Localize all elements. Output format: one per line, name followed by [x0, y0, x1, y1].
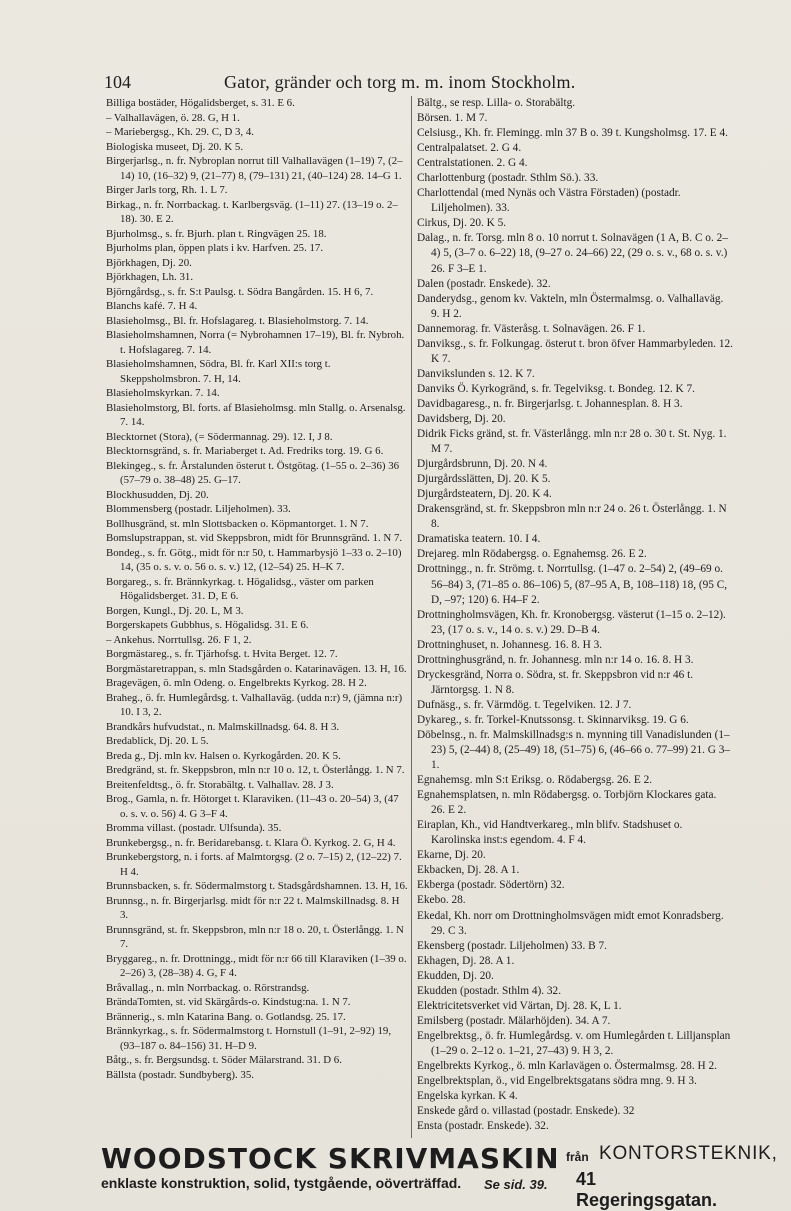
directory-entry: Brandkårs hufvudstat., n. Malmskillnadsg. 64. 8. H 3. [106, 720, 340, 733]
directory-entry: Birkag., n. fr. Norrbackag. t. Karlbergsväg. (1–11) 27. (13–19 o. 2–18). 30. E 2. [106, 198, 398, 225]
advertisement-from: från [566, 1150, 589, 1164]
directory-entry: Ensta (postadr. Enskede). 32. [417, 1120, 549, 1133]
directory-entry: Bjurholms plan, öppen plats i kv. Harfven. 25. 17. [106, 242, 324, 254]
directory-entry: Borgmästaretrappan, s. mln Stadsgården o. Katarinavägen. 13. H, 16. [106, 662, 407, 675]
advertisement-brand: WOODSTOCK SKRIVMASKIN [101, 1142, 560, 1175]
directory-entry: Bromma villast. (postadr. Ulfsunda). 35. [106, 822, 282, 834]
directory-entry: Biologiska museet, Dj. 20. K 5. [106, 140, 244, 153]
directory-entry: Blanchs kafé. 7. H 4. [106, 300, 198, 312]
directory-entry: Centralstationen. 2. G 4. [417, 157, 528, 170]
directory-entry: Blekingeg., s. fr. Årstalunden österut t. Östgötag. (1–55 o. 2–36) 36 (57–79 o. 38–48) 25. G–17. [106, 459, 400, 486]
directory-entry: Djurgårdsslätten, Dj. 20. K 5. [417, 473, 551, 486]
directory-entry: Drottningholmsvägen, Kh. fr. Kronobergsg. västerut (1–15 o. 2–12). 23, (17 o. s. v., 14 o. s. v.) 29. D–B 4. [417, 608, 726, 636]
running-title: Gator, gränder och torg m. m. inom Stockholm. [224, 72, 576, 92]
directory-entry: Blommensberg (postadr. Liljeholmen). 33. [106, 503, 291, 515]
directory-entry: Charlottenburg (postadr. Sthlm Sö.). 33. [417, 172, 599, 185]
directory-entry: Dannemorag. fr. Västeråsg. t. Solnavägen. 26. F 1. [417, 322, 646, 335]
directory-entry: Blasieholmskyrkan. 7. 14. [106, 387, 220, 399]
directory-entry: Bryggareg., n. fr. Drottningg., midt för n:r 66 till Klaraviken (1–39 o. 2–26) 3, (28–38) 4. G, F 4. [106, 952, 407, 979]
directory-entry: Egnahemsg. mln S:t Eriksg. o. Rödabergsg. 26. E 2. [417, 774, 653, 787]
directory-entry: Cirkus, Dj. 20. K 5. [417, 217, 507, 230]
directory-entry: Celsiusg., Kh. fr. Flemingg. mln 37 B o. 39 t. Kungsholmsg. 17. E 4. [417, 127, 728, 140]
directory-entry: Ekarne, Dj. 20. [417, 849, 486, 862]
directory-entry: Ekensberg (postadr. Liljeholmen) 33. B 7. [417, 939, 607, 952]
directory-entry: – Mariebergsg., Kh. 29. C, D 3, 4. [106, 126, 254, 138]
directory-entry: Emilsberg (postadr. Mälarhöjden). 34. A 7. [417, 1014, 611, 1027]
directory-entry: Dramatiska teatern. 10. I 4. [417, 533, 541, 546]
directory-entry: Drottninghuset, n. Johannesg. 16. 8. H 3. [417, 638, 603, 651]
directory-entry: Bällsta (postadr. Sundbyberg). 35. [106, 1068, 254, 1081]
directory-entry: Breda g., Dj. mln kv. Halsen o. Kyrkogården. 20. K 5. [106, 749, 341, 762]
directory-entry: Ekbacken, Dj. 28. A 1. [417, 864, 520, 877]
left-column [106, 96, 408, 1082]
directory-entry: Bältg., se resp. Lilla- o. Storabältg. [417, 97, 576, 109]
directory-entry: Börsen. 1. M 7. [417, 112, 488, 125]
directory-entry: Ekudden, Dj. 20. [417, 969, 494, 982]
directory-entry: Borgareg., s. fr. Brännkyrkag. t. Högalidsg., väster om parken Högalidsberget. 31. D, E 6. [106, 575, 374, 602]
directory-entry: Dalag., n. fr. Torsg. mln 8 o. 10 norrut t. Solnavägen (1 A, B. C o. 2–4) 5, (3–7 o. 6–22) 18, (9–27 o. 24–66) 22, (29 o. s. v., 68 o. s. v.) 26. F 3–E 1. [417, 232, 728, 275]
page-header [104, 72, 664, 94]
directory-entry: Bragevägen, ö. mln Odeng. o. Engelbrekts Kyrkog. 28. H 2. [106, 677, 367, 689]
directory-entry: Elektricitetsverket vid Värtan, Dj. 28. K, L 1. [417, 999, 622, 1012]
page-number: 104 [104, 72, 131, 92]
directory-entry: Davidbagaresg., n. fr. Birgerjarlsg. t. Johannesplan. 8. H 3. [417, 397, 683, 410]
directory-entry: Drejareg. mln Rödabergsg. o. Egnahemsg. 26. E 2. [417, 548, 647, 561]
directory-entry: Björkhagen, Dj. 20. [106, 256, 192, 269]
directory-entry: Didrik Ficks gränd, st. fr. Västerlångg. mln n:r 28 o. 30 t. St. Nyg. 1. M 7. [417, 428, 727, 456]
directory-entry: Borgen, Kungl., Dj. 20. L, M 3. [106, 604, 244, 617]
directory-entry: Drakensgränd, st. fr. Skeppsbron mln n:r 24 o. 26 t. Österlångg. 1. N 8. [417, 503, 727, 531]
directory-entry: Birgerjarlsg., n. fr. Nybroplan norrut till Valhallavägen (1–19) 7, (2–14) 10, (16–32) 9, (21–77) 8, (79–131) 21, (40–124) 28. 14–G 1. [106, 155, 403, 182]
directory-entry: Danviks Ö. Kyrkogränd, s. fr. Tegelviksg. t. Bondeg. 12. K 7. [417, 382, 695, 395]
directory-entry: Centralpalatset. 2. G 4. [417, 142, 522, 155]
directory-entry: Davidsberg, Dj. 20. [417, 412, 506, 425]
column-divider [411, 96, 412, 1138]
directory-entry: – Ankehus. Norrtullsg. 26. F 1, 2. [106, 633, 252, 646]
advertisement-company: KONTORSTEKNIK, [599, 1143, 778, 1164]
directory-entry: Brog., Gamla, n. fr. Hötorget t. Klaraviken. (11–43 o. 20–54) 3, (47 o. s. v. o. 56) 4. G 3–F 4. [106, 793, 399, 820]
directory-entry: Engelbrekts Kyrkog., ö. mln Karlavägen o. Östermalmsg. 28. H 2. [417, 1060, 717, 1072]
directory-entry: Bredablick, Dj. 20. L 5. [106, 735, 209, 747]
directory-entry: Enskede gård o. villastad (postadr. Enskede). 32 [417, 1105, 635, 1118]
directory-entry: Björkhagen, Lh. 31. [106, 271, 194, 283]
directory-entry: Ekudden (postadr. Sthlm 4). 32. [417, 984, 562, 997]
directory-entry: Bråvallag., n. mln Norrbackag. o. Rörstrandsg. [106, 981, 310, 994]
directory-entry: Bjurholmsg., s. fr. Bjurh. plan t. Ringvägen 25. 18. [106, 227, 327, 240]
directory-entry: Djurgårdsbrunn, Dj. 20. N 4. [417, 458, 548, 471]
directory-entry: Borgmästareg., s. fr. Tjärhofsg. t. Hvita Berget. 12. 7. [106, 648, 338, 660]
advertisement-tagline: enklaste konstruktion, solid, tystgående, oöverträffad. [101, 1175, 462, 1191]
directory-entry: Blasieholmshamnen, Södra, Bl. fr. Karl XII:s torg t. Skeppsholmsbron. 7. H, 14. [106, 358, 331, 385]
directory-entry: BrändaTomten, st. vid Skärgårds-o. Kindstug:na. 1. N 7. [106, 996, 351, 1008]
directory-entry: Blockhusudden, Dj. 20. [106, 488, 209, 501]
advertisement-address: 41 Regeringsgatan. [576, 1169, 718, 1210]
directory-entry: Billiga bostäder, Högalidsberget, s. 31. E 6. [106, 97, 295, 109]
directory-entry: Dufnäsg., s. fr. Värmdög. t. Tegelviken. 12. J 7. [417, 698, 632, 711]
directory-entry: Braheg., ö. fr. Humlegårdsg. t. Valhallaväg. (udda n:r) 9, (jämna n:r) 10. I 3, 2. [106, 691, 403, 718]
directory-entry: Brunnsgränd, st. fr. Skeppsbron, mln n:r 18 o. 20, t. Österlångg. 1. N 7. [106, 923, 404, 950]
directory-entry: Ekhagen, Dj. 28. A 1. [417, 954, 515, 967]
directory-entry: Brunnsbacken, s. fr. Södermalmstorg t. Stadsgårdshamnen. 13. H, 16. [106, 880, 408, 892]
directory-entry: Ekedal, Kh. norr om Drottningholmsvägen midt emot Konradsberg. 29. C 3. [417, 909, 724, 937]
directory-entry: Egnahemsplatsen, n. mln Rödabergsg. o. Torbjörn Klockares gata. 26. E 2. [417, 789, 717, 817]
directory-entry: Engelska kyrkan. K 4. [417, 1090, 518, 1103]
directory-entry: Charlottendal (med Nynäs och Västra Förstaden) (postadr. Liljeholmen). 33. [417, 187, 681, 215]
directory-entry: Ekebo. 28. [417, 894, 466, 907]
directory-entry: Engelbrektsg., ö. fr. Humlegårdsg. v. om Humlegården t. Lilljansplan (1–29 o. 2–12 o. 1–21, 27–43) 9. H 3, 2. [417, 1029, 731, 1057]
directory-entry: Eiraplan, Kh., vid Handtverkareg., mln blifv. Stadshuset o. Karolinska inst:s egendom. 4. F 4. [417, 819, 683, 847]
directory-entry: Drottninghusgränd, n. fr. Johannesg. mln n:r 14 o. 16. 8. H 3. [417, 653, 694, 666]
directory-entry: Båtg., s. fr. Bergsundsg. t. Söder Mälarstrand. 31. D 6. [106, 1054, 342, 1066]
right-column [417, 96, 733, 1134]
directory-entry: Engelbrektsplan, ö., vid Engelbrektsgatans södra mng. 9. H 3. [417, 1075, 697, 1088]
directory-entry: – Valhallavägen, ö. 28. G, H 1. [106, 111, 240, 124]
directory-entry: Döbelnsg., n. fr. Malmskillnadsg:s n. mynning till Vanadislunden (1–23) 5, (2–44) 8, (25–49) 18, (51–75) 6, (46–66 o. 77–99) 21. G 3–1. [417, 728, 731, 772]
directory-entry: Danvikslunden s. 12. K 7. [417, 367, 535, 380]
directory-entry: Bollhusgränd, st. mln Slottsbacken o. Köpmantorget. 1. N 7. [106, 517, 369, 530]
directory-entry: Dykareg., s. fr. Torkel-Knutssonsg. t. Skinnarviksg. 19. G 6. [417, 713, 689, 726]
directory-entry: Bondeg., s. fr. Götg., midt för n:r 50, t. Hammarbysjö 1–33 o. 2–10) 14, (35 o. s. v. o. 56 o. s. v.) 12, (12–54) 25. H–K 7. [106, 546, 402, 573]
directory-entry: Blasieholmshamnen, Norra (= Nybrohamnen 17–19), Bl. fr. Nybroh. t. Hofslagareg. 7. 14. [106, 329, 405, 356]
directory-entry: Brännerig., s. mln Katarina Bang. o. Gotlandsg. 25. 17. [106, 1010, 346, 1023]
advertisement-reference: Se sid. 39. [484, 1177, 548, 1192]
directory-entry: Borgerskapets Gubbhus, s. Högalidsg. 31. E 6. [106, 619, 309, 631]
directory-entry: Bomslupstrappan, st. vid Skeppsbron, midt för Brunnsgränd. 1. N 7. [106, 532, 403, 544]
directory-entry: Djurgårdsteatern, Dj. 20. K 4. [417, 488, 552, 501]
directory-entry: Ekberga (postadr. Södertörn) 32. [417, 879, 565, 892]
directory-entry: Bredgränd, st. fr. Skeppsbron, mln n:r 10 o. 12, t. Österlångg. 1. N 7. [106, 764, 405, 776]
directory-entry: Birger Jarls torg, Rh. 1. L 7. [106, 184, 228, 196]
directory-entry: Blecktornet (Stora), (= Södermannag. 29). 12. I, J 8. [106, 430, 333, 443]
directory-entry: Brännkyrkag., s. fr. Södermalmstorg t. Hornstull (1–91, 2–92) 19, (93–187 o. 84–156) 31. H–D 9. [106, 1025, 392, 1052]
directory-entry: Drottningg., n. fr. Strömg. t. Norrtullsg. (1–47 o. 2–54) 2, (49–69 o. 56–84) 3, (71–85 o. 86–106) 5, (87–95 A, B, 108–118) 18, (95 C, D, –97; 120) 6. H4–F 2. [417, 563, 728, 606]
directory-entry: Björngårdsg., s. fr. S:t Paulsg. t. Södra Bangården. 15. H 6, 7. [106, 285, 374, 298]
directory-entry: Brunkebergsg., n. fr. Beridarebansg. t. Klara Ö. Kyrkog. 2. G, H 4. [106, 836, 396, 849]
directory-entry: Breitenfeldtsg., ö. fr. Storabältg. t. Valhallav. 28. J 3. [106, 778, 334, 791]
advertisement-banner [101, 1142, 778, 1210]
directory-entry: Dryckesgränd, Norra o. Södra, st. fr. Skeppsbron vid n:r 46 t. Järntorgsg. 1. N 8. [417, 668, 694, 696]
directory-entry: Blasieholmstorg, Bl. forts. af Blasieholmsg. mln Stallg. o. Arsenalsg. 7. 14. [106, 401, 406, 428]
directory-entry: Brunkebergstorg, n. i forts. af Malmtorgsg. (2 o. 7–15) 2, (12–22) 7. H 4. [106, 851, 402, 878]
directory-entry: Brunnsg., n. fr. Birgerjarlsg. midt för n:r 22 t. Malmskillnadsg. 8. H 3. [106, 894, 400, 921]
directory-entry: Danderydsg., genom kv. Vakteln, mln Östermalmsg. o. Valhallaväg. 9. H 2. [417, 292, 724, 320]
directory-entry: Blecktornsgränd, s. fr. Mariaberget t. Ad. Fredriks torg. 19. G 6. [106, 445, 384, 457]
directory-entry: Dalen (postadr. Enskede). 32. [417, 277, 551, 290]
directory-entry: Danviksg., s. fr. Folkungag. österut t. bron öfver Hammarbyleden. 12. K 7. [417, 337, 733, 365]
directory-entry: Blasieholmsg., Bl. fr. Hofslagareg. t. Blasieholmstorg. 7. 14. [106, 314, 369, 327]
